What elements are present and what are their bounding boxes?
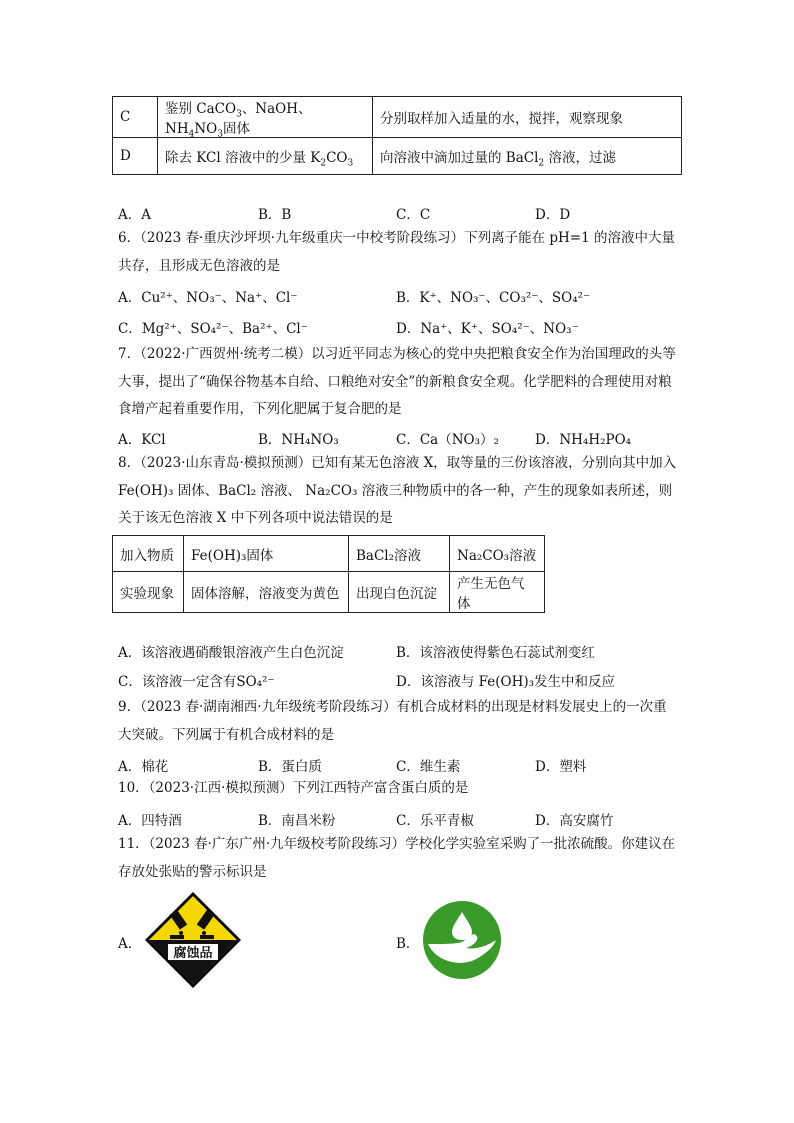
q10-stem: 10．（2023·江西·模拟预测）下列江西特产富含蛋白质的是: [118, 780, 469, 796]
row-label: D: [113, 138, 158, 175]
q11-option-a[interactable]: A．: [118, 936, 142, 952]
table-cell: Na₂CO₃溶液: [450, 536, 545, 572]
table-row: [113, 536, 545, 572]
corrosive-sign-label: 腐蚀品: [173, 946, 213, 961]
q8-option-b[interactable]: B．该溶液使得紫色石蕊试剂变红: [396, 645, 595, 661]
water-saving-sign-icon[interactable]: [422, 900, 502, 980]
q10-option-c[interactable]: C．乐平青椒: [396, 813, 474, 829]
q11-option-b[interactable]: B．: [396, 936, 420, 952]
q8-option-d[interactable]: D．该溶液与 Fe(OH)₃发生中和反应: [396, 674, 616, 690]
options-table: [112, 96, 682, 175]
q9-option-b[interactable]: B．蛋白质: [258, 759, 322, 775]
corrosive-sign-icon[interactable]: [144, 891, 242, 989]
q11-stem: 11．（2023 春·广东广州·九年级校考阶段练习）学校化学实验室采购了一批浓硫酸。你建议在存放处张贴的警示标识是: [118, 836, 676, 880]
q7-option-d[interactable]: D．NH₄H₂PO₄: [535, 432, 632, 448]
table-cell: 向溶液中滴加过量的 BaCl$_2$ 溶液，过滤: [373, 138, 682, 175]
table-row: [113, 138, 682, 175]
table-cell: C: [120, 109, 131, 125]
q8-stem: 8．（2023·山东青岛·模拟预测）已知有某无色溶液 X，取等量的三份该溶液，分别向其中加入 Fe(OH)₃ 固体、BaCl₂ 溶液、 Na₂CO₃ 溶液三种物质中的各一种，产生的现象如表所述，则关于该无色溶液 X 中下列各项中说法错误的是: [118, 455, 677, 526]
q5-option-a[interactable]: A．A: [118, 207, 151, 223]
table-cell: 鉴别 CaCO$_3$、NaOH、$NH_4NO_3$固体: [158, 97, 373, 138]
q7-option-a[interactable]: A．KCl: [118, 432, 166, 448]
q7-option-b[interactable]: B．NH₄NO₃: [258, 432, 339, 448]
table-cell: 固体溶解，溶液变为黄色: [184, 572, 349, 613]
q7-stem: 7．（2022·广西贺州·统考二模）以习近平同志为核心的党中央把粮食安全作为治国理政的头等大事，提出了“确保谷物基本自给、口粮绝对安全”的新粮食安全观。化学肥料的合理使用对粮食增产起着重要作用，下列化肥属于复合肥的是: [118, 346, 676, 417]
q9-option-a[interactable]: A．棉花: [118, 759, 169, 775]
q10-option-a[interactable]: A．四特酒: [118, 813, 182, 829]
q5-option-b[interactable]: B．B: [258, 207, 292, 223]
table-cell: BaCl₂溶液: [349, 536, 450, 572]
table-cell: Fe(OH)₃固体: [184, 536, 349, 572]
q5-option-c[interactable]: C．C: [396, 207, 431, 223]
q6-option-d[interactable]: D．Na⁺、K⁺、SO₄²⁻、NO₃⁻: [396, 321, 579, 337]
q10-option-d[interactable]: D．高安腐竹: [535, 813, 614, 829]
q6-option-b[interactable]: B．K⁺、NO₃⁻、CO₃²⁻、SO₄²⁻: [396, 290, 591, 306]
q9-option-c[interactable]: C．维生素: [396, 759, 461, 775]
table-cell: 出现白色沉淀: [349, 572, 450, 613]
q6-stem: 6．（2023 春·重庆沙坪坝·九年级重庆一中校考阶段练习）下列离子能在 pH=1 的溶液中大量共存，且形成无色溶液的是: [118, 230, 675, 274]
q9-option-d[interactable]: D．塑料: [535, 759, 587, 775]
table-cell: 加入物质: [113, 536, 184, 572]
q9-stem: 9．（2023 春·湖南湘西·九年级统考阶段练习）有机合成材料的出现是材料发展史上的一次重大突破。下列属于有机合成材料的是: [118, 699, 667, 743]
table-row: [113, 572, 545, 613]
table-cell: 实验现象: [113, 572, 184, 613]
table-cell: 分别取样加入适量的水，搅拌，观察现象: [373, 97, 682, 138]
q6-option-c[interactable]: C．Mg²⁺、SO₄²⁻、Ba²⁺、Cl⁻: [118, 321, 308, 337]
table-cell: 产生无色气体: [450, 572, 545, 613]
table-row: [113, 97, 682, 138]
q8-option-c[interactable]: C．该溶液一定含有SO₄²⁻: [118, 674, 275, 690]
q5-option-d[interactable]: D．D: [535, 207, 571, 223]
q10-option-b[interactable]: B．南昌米粉: [258, 813, 336, 829]
q6-option-a[interactable]: A．Cu²⁺、NO₃⁻、Na⁺、Cl⁻: [118, 290, 298, 306]
q8-table: [112, 535, 545, 613]
table-cell: 除去 KCl 溶液中的少量 $K_2CO_3$: [158, 138, 373, 175]
q8-option-a[interactable]: A．该溶液遇硝酸银溶液产生白色沉淀: [118, 645, 344, 661]
row-label: [113, 97, 158, 138]
q7-option-c[interactable]: C．Ca（NO₃）₂: [396, 432, 499, 448]
